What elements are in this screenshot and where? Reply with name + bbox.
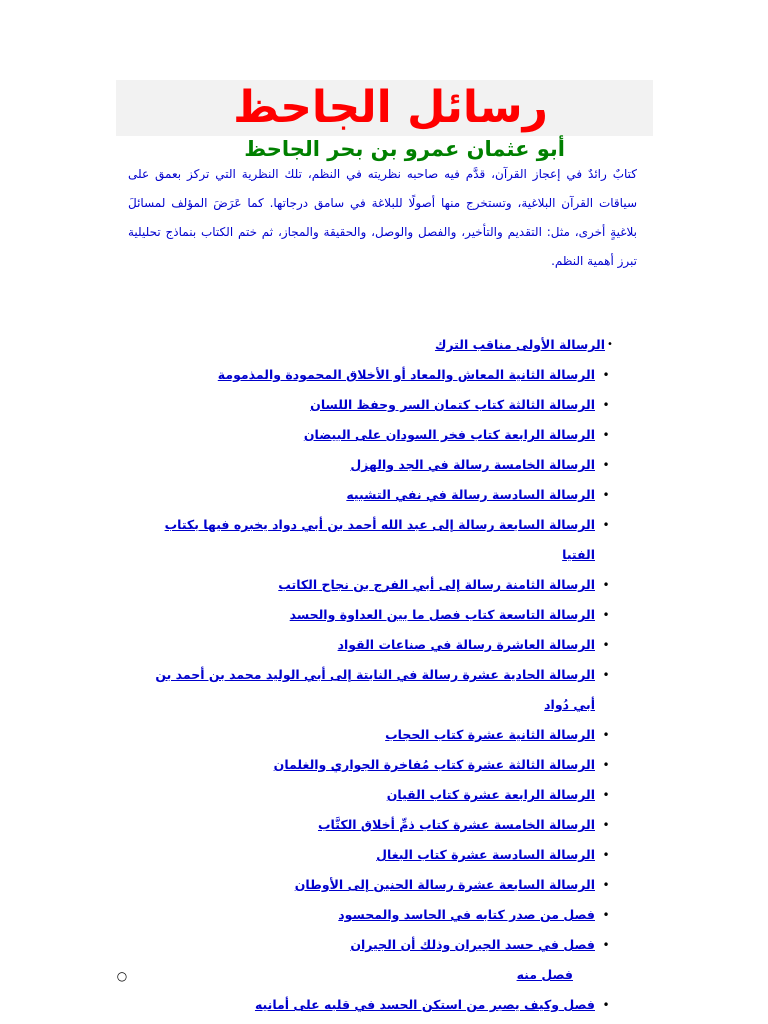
- toc-link[interactable]: فصل في حسد الجيران وذلك أن الجيران: [350, 937, 595, 952]
- toc-link[interactable]: الرسالة الحادية عشرة رسالة في النابتة إلى أبي الوليد محمد بن أحمد بن أبي دُواد: [155, 667, 595, 712]
- bullet-icon: •: [602, 998, 610, 1012]
- toc-link[interactable]: فصل من صدر كتابه في الحاسد والمحسود: [338, 907, 595, 922]
- toc-link[interactable]: الرسالة الثامنة رسالة إلى أبي الفرج بن نجاح الكاتب: [278, 577, 595, 592]
- bullet-icon: •: [607, 339, 613, 350]
- toc-item: [133, 390, 613, 420]
- bullet-icon: •: [602, 518, 610, 532]
- bullet-icon: •: [602, 818, 610, 832]
- toc-link[interactable]: الرسالة الخامسة رسالة في الجد والهزل: [350, 457, 595, 472]
- toc-link[interactable]: الرسالة الثانية عشرة كتاب الحجاب: [385, 727, 595, 742]
- toc-link[interactable]: الرسالة الرابعة كتاب فخر السودان على البيضان: [303, 427, 595, 442]
- toc-item: [133, 570, 613, 600]
- bullet-icon: •: [602, 788, 610, 802]
- toc-item: [133, 630, 613, 660]
- bullet-icon: •: [602, 848, 610, 862]
- circle-bullet-icon: ○: [116, 969, 128, 983]
- toc-link[interactable]: الرسالة التاسعة كتاب فصل ما بين العداوة والحسد: [289, 607, 595, 622]
- bullet-icon: •: [602, 878, 610, 892]
- toc-item: [133, 750, 613, 780]
- bullet-icon: •: [602, 638, 610, 652]
- toc-item: [133, 420, 613, 450]
- bullet-icon: •: [602, 908, 610, 922]
- toc-link[interactable]: الرسالة الرابعة عشرة كتاب القيان: [386, 787, 595, 802]
- toc-item: [133, 900, 613, 930]
- toc-item: [133, 870, 613, 900]
- toc-item: [133, 810, 613, 840]
- intro-paragraph: كتابٌ رائدٌ في إعجاز القرآن، قدَّم فيه صاحبه نظريته في النظم، تلك النظرية التي تركز بعمق على سياقات القرآن البلاغية، وتستخرج منها أصولًا للبلاغة في سامق درجاتها. كما عَرَضَ المؤلف لمسائلَ بلاغيةٍ أخرى، مثل: التقديم والتأخير، والفصل والوصل، والحقيقة والمجاز، ثم ختم الكتاب بنماذج تحليلية تبرز أهمية النظم.: [128, 167, 637, 268]
- toc-link[interactable]: فصل منه: [516, 967, 573, 982]
- toc-item: [133, 660, 613, 720]
- toc-link[interactable]: الرسالة السادسة رسالة في نفي التشبيه: [346, 487, 595, 502]
- bullet-icon: •: [602, 398, 610, 412]
- toc-item: [133, 840, 613, 870]
- toc-item: [133, 990, 613, 1020]
- toc-link[interactable]: الرسالة الثانية المعاش والمعاد أو الأخلاق المحمودة والمذمومة: [217, 367, 595, 382]
- bullet-icon: •: [602, 428, 610, 442]
- bullet-icon: •: [602, 668, 610, 682]
- bullet-icon: •: [602, 728, 610, 742]
- toc-item: [133, 480, 613, 510]
- toc-link[interactable]: الرسالة السابعة رسالة إلى عبد الله أحمد بن أبي دواد يخبره فيها بكتاب الفتيا: [164, 517, 595, 562]
- toc-link[interactable]: الرسالة الخامسة عشرة كتاب ذمِّ أخلاق الكتَّاب: [317, 817, 595, 832]
- toc-link[interactable]: الرسالة الأولى مناقب الترك: [434, 337, 605, 352]
- toc-link[interactable]: فصل وكيف يصبر من استكن الحسد في قلبه على أمانيه: [254, 997, 595, 1012]
- bullet-icon: •: [602, 608, 610, 622]
- toc-item: [133, 330, 613, 360]
- toc-link[interactable]: الرسالة الثالثة كتاب كتمان السر وحفظ اللسان: [310, 397, 595, 412]
- toc-item: [133, 450, 613, 480]
- bullet-icon: •: [602, 578, 610, 592]
- author-name: أبو عثمان عمرو بن بحر الجاحظ: [244, 137, 565, 161]
- toc-item: [133, 600, 613, 630]
- page-title: رسائل الجاحظ: [233, 82, 548, 133]
- bullet-icon: •: [602, 458, 610, 472]
- table-of-contents: [116, 330, 613, 1020]
- toc-link[interactable]: الرسالة السابعة عشرة رسالة الحنين إلى الأوطان: [294, 877, 595, 892]
- toc-link[interactable]: الرسالة السادسة عشرة كتاب البغال: [376, 847, 595, 862]
- toc-link[interactable]: الرسالة الثالثة عشرة كتاب مُفاخرة الجواري والغلمان: [273, 757, 595, 772]
- bullet-icon: •: [602, 488, 610, 502]
- toc-item: [133, 720, 613, 750]
- bullet-icon: •: [602, 938, 610, 952]
- toc-item: [133, 510, 613, 570]
- toc-item: [133, 930, 613, 960]
- toc-subitem: [116, 960, 573, 990]
- toc-item: [133, 780, 613, 810]
- toc-link[interactable]: الرسالة العاشرة رسالة في صناعات القواد: [337, 637, 595, 652]
- bullet-icon: •: [602, 368, 610, 382]
- toc-item: [133, 360, 613, 390]
- bullet-icon: •: [602, 758, 610, 772]
